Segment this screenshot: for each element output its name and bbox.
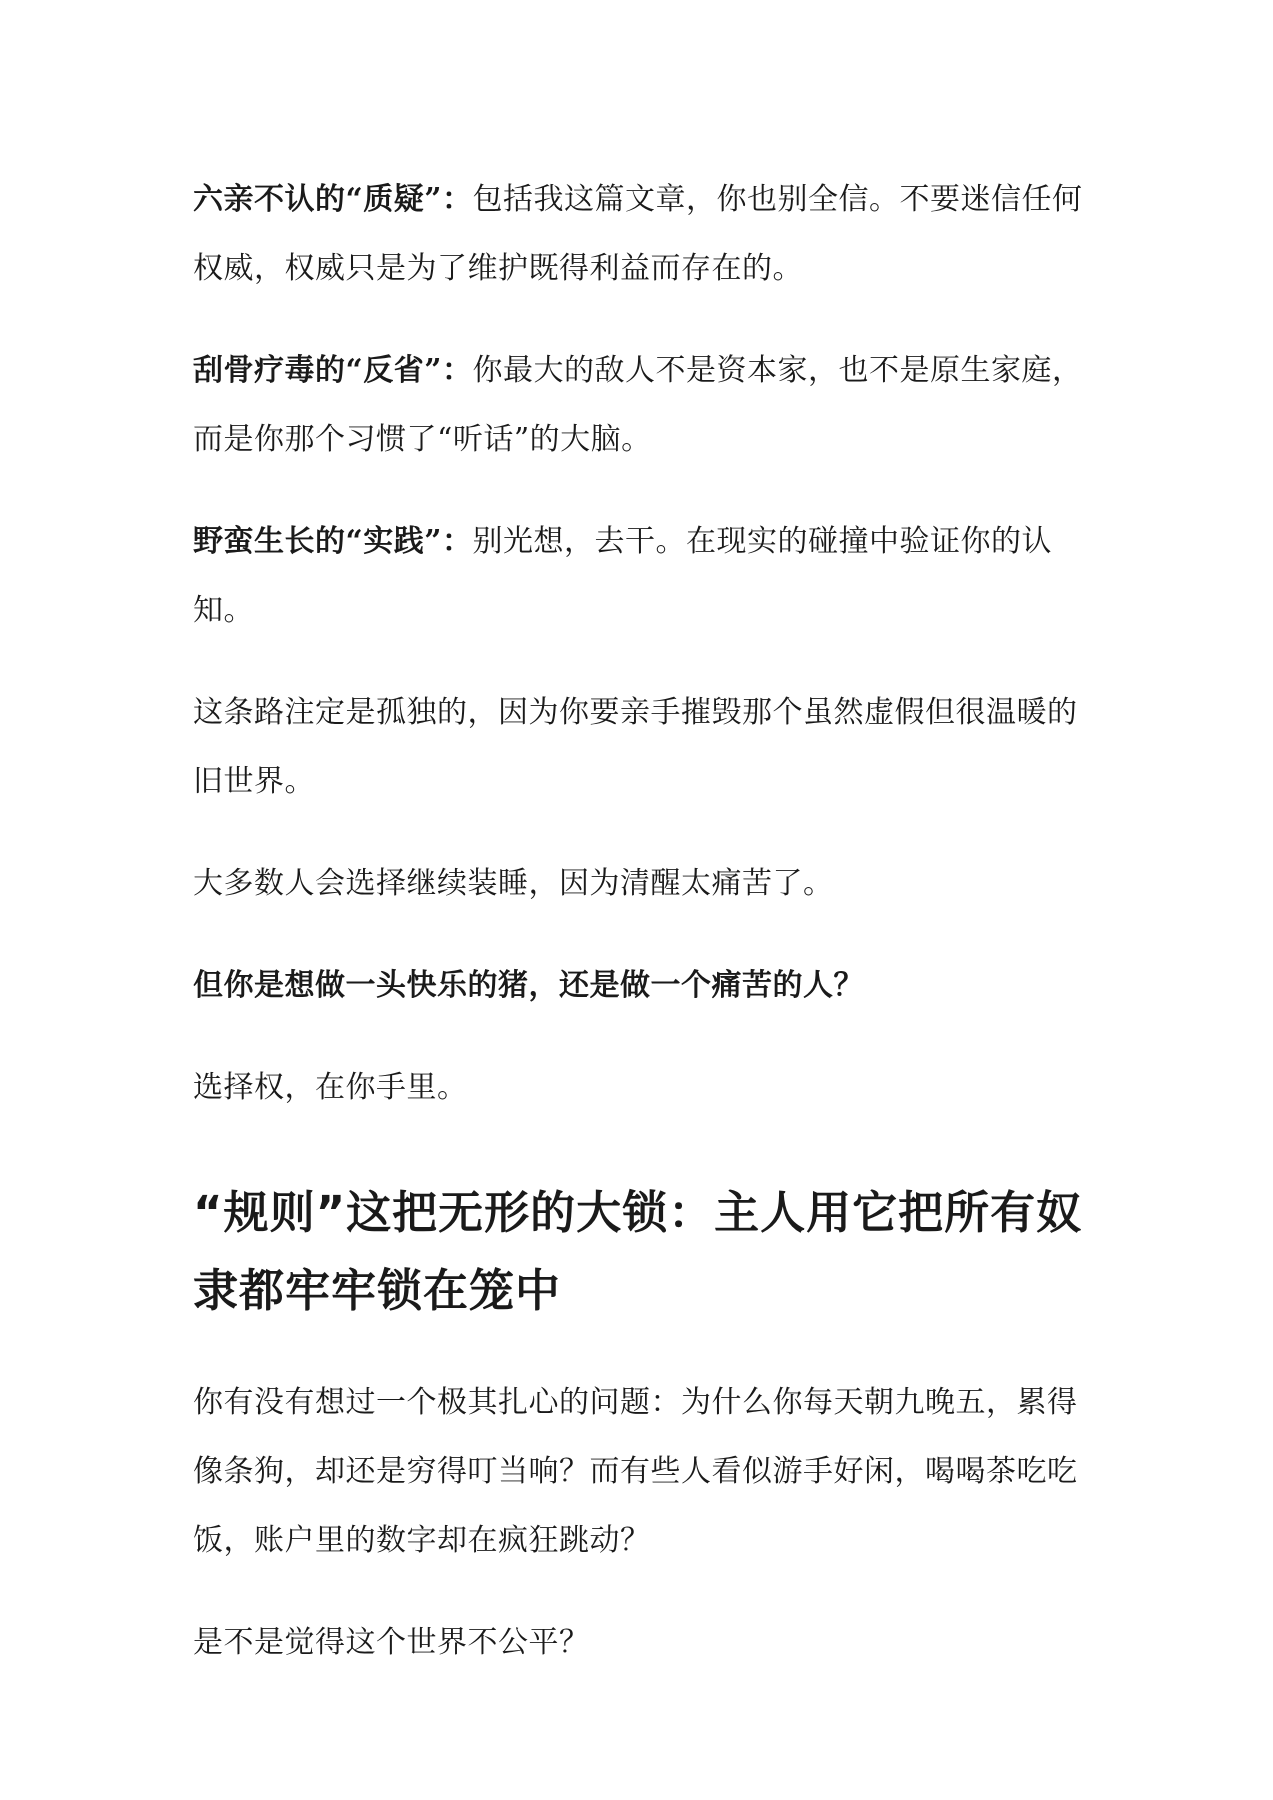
paragraph-question — [193, 165, 1083, 303]
paragraph-pretend-sleep — [193, 849, 1083, 918]
paragraph-text: 大多数人会选择继续装睡，因为清醒太痛苦了。 — [193, 866, 834, 901]
paragraph-unfair — [193, 1608, 1083, 1677]
paragraph-practice — [193, 507, 1083, 645]
paragraph-lead: 六亲不认的“质疑”： — [193, 182, 473, 217]
paragraph-text: 但你是想做一头快乐的猪，还是做一个痛苦的人？ — [193, 968, 864, 1003]
paragraph-text: 你最大的敌人不是资本家，也不是原生家庭，而是你那个习惯了“听话”的大脑。 — [193, 353, 1083, 457]
paragraph-choice — [193, 1053, 1083, 1122]
paragraph-text: 选择权，在你手里。 — [193, 1070, 468, 1105]
paragraph-lead: 刮骨疗毒的“反省”： — [193, 353, 473, 388]
paragraph-text: 别光想，去干。在现实的碰撞中验证你的认知。 — [193, 524, 1053, 628]
paragraph-text: 包括我这篇文章，你也别全信。不要迷信任何权威，权威只是为了维护既得利益而存在的。 — [193, 182, 1083, 286]
article-body — [193, 165, 1083, 1710]
paragraph-text: 是不是觉得这个世界不公平？ — [193, 1625, 590, 1660]
paragraph-bold-question — [193, 951, 1083, 1020]
paragraph-why-poor — [193, 1368, 1083, 1575]
paragraph-text: 这条路注定是孤独的，因为你要亲手摧毁那个虽然虚假但很温暖的旧世界。 — [193, 695, 1078, 799]
section-heading: “规则”这把无形的大锁：主人用它把所有奴隶都牢牢锁在笼中 — [193, 1186, 1083, 1317]
paragraph-reflect — [193, 336, 1083, 474]
paragraph-lead: 野蛮生长的“实践”： — [193, 524, 473, 559]
paragraph-lonely-road — [193, 678, 1083, 816]
paragraph-text: 你有没有想过一个极其扎心的问题：为什么你每天朝九晚五，累得像条狗，却还是穷得叮当响？而有些人看似游手好闲，喝喝茶吃吃饭，账户里的数字却在疯狂跳动？ — [193, 1385, 1078, 1558]
